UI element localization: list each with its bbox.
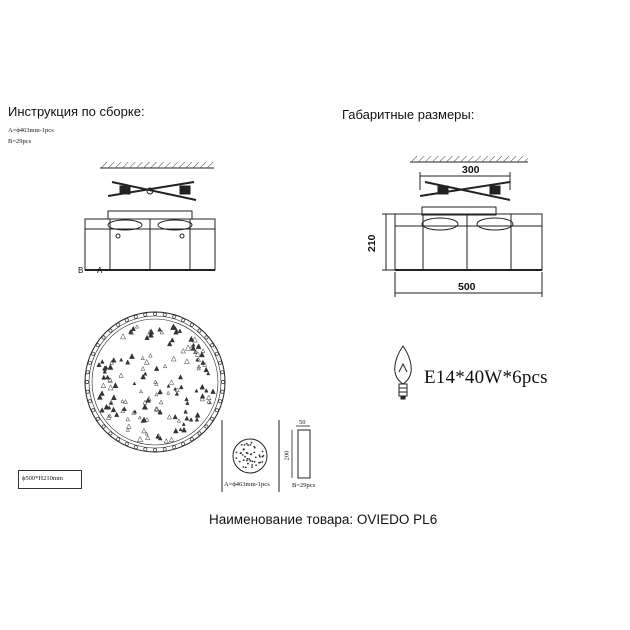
crystal <box>135 325 138 328</box>
crystal <box>127 424 132 429</box>
crystal <box>120 358 123 361</box>
part-a-crystal <box>254 461 256 463</box>
crystal <box>111 407 116 412</box>
crystal-bead <box>109 432 112 435</box>
crystal <box>179 385 183 389</box>
part-a-crystal <box>235 457 237 459</box>
crystal-bead <box>173 315 176 318</box>
part-a-crystal <box>247 463 249 465</box>
part-a-crystal <box>248 458 250 460</box>
part-a-crystal <box>255 464 257 466</box>
part-a-crystal <box>243 466 245 468</box>
crystal-bead <box>153 312 156 315</box>
crystal-bead <box>211 417 214 420</box>
crystal-bead <box>163 448 166 451</box>
crystal <box>186 401 189 404</box>
crystal <box>121 334 126 339</box>
crystal-bead <box>92 409 95 412</box>
part-a-crystal <box>244 444 246 446</box>
crystal-bead <box>215 352 218 355</box>
dimension-side-view <box>382 156 542 297</box>
part-b-width: 50 <box>299 419 306 426</box>
crystal <box>200 394 205 399</box>
part-a-crystal <box>259 456 261 458</box>
crystal <box>155 407 160 412</box>
crystal <box>101 360 105 364</box>
part-a-crystal <box>245 467 247 469</box>
crystal-bead <box>134 315 137 318</box>
part-a-crystal <box>255 457 257 459</box>
crystal <box>138 416 141 419</box>
crystal-bead <box>86 390 89 393</box>
part-a-crystal <box>253 446 255 448</box>
crystal <box>185 416 189 420</box>
crystal-bead <box>96 344 99 347</box>
crystal-bead <box>190 323 193 326</box>
top-view-circle <box>85 312 225 452</box>
crystal-bead <box>102 336 105 339</box>
part-a-crystal <box>259 454 261 456</box>
part-a-crystal <box>250 444 252 446</box>
crystal-bead <box>190 438 193 441</box>
crystal <box>178 375 182 379</box>
crystal-bead <box>221 371 224 374</box>
crystal <box>171 356 176 361</box>
crystal-bead <box>86 371 89 374</box>
crystal <box>169 380 173 384</box>
crystal <box>167 415 171 419</box>
part-a-crystal <box>251 460 253 462</box>
crystal-bead <box>85 380 88 383</box>
part-a-crystal <box>250 454 252 456</box>
crystal <box>133 382 136 385</box>
part-b-label: B=29pcs <box>292 482 316 489</box>
crystal-bead <box>96 417 99 420</box>
part-a-crystal <box>236 452 238 454</box>
crystal <box>200 384 205 389</box>
crystal <box>186 345 191 350</box>
crystal <box>142 404 147 409</box>
assembly-label-a: A <box>97 266 103 275</box>
crystal <box>195 389 198 392</box>
crystal <box>146 435 151 439</box>
crystal <box>196 344 201 349</box>
part-a-crystal <box>242 454 244 456</box>
crystal-bead <box>211 344 214 347</box>
crystal <box>169 437 173 441</box>
crystal <box>138 437 143 442</box>
crystal <box>142 428 147 433</box>
crystal <box>154 366 159 371</box>
crystal <box>113 383 118 388</box>
crystal <box>100 391 105 396</box>
part-b-rod <box>298 430 310 478</box>
crystal <box>189 418 193 422</box>
crystal <box>149 354 153 358</box>
crystal <box>179 428 182 431</box>
crystal <box>163 364 167 368</box>
crystal <box>177 419 180 422</box>
dimensions-heading: Габаритные размеры: <box>342 107 475 122</box>
part-a-crystal <box>246 443 248 445</box>
crystal-bead <box>182 442 185 445</box>
bulb-spec: E14*40W*6pcs <box>424 367 548 388</box>
crystal-bead <box>219 400 222 403</box>
crystal <box>140 390 143 393</box>
crystal <box>141 367 145 371</box>
crystal <box>167 391 170 394</box>
crystal-bead <box>163 313 166 316</box>
part-a-crystals <box>235 442 264 468</box>
assembly-side-view <box>85 162 215 270</box>
part-a-crystal <box>251 464 253 466</box>
part-a-crystal <box>239 461 241 463</box>
crystal <box>158 327 162 331</box>
crystal <box>185 359 190 364</box>
crystal <box>126 417 130 421</box>
crystal-bead <box>215 409 218 412</box>
size-box <box>18 470 82 489</box>
crystal <box>144 372 147 375</box>
crystal <box>104 404 109 409</box>
dim-bottom-width: 500 <box>458 281 476 293</box>
crystal <box>185 397 189 401</box>
size-box-label: ϕ500*H210mm <box>22 475 63 482</box>
crystal <box>144 360 149 365</box>
crystal <box>158 389 163 394</box>
crystal <box>205 389 209 393</box>
crystal <box>175 392 179 396</box>
crystal <box>195 418 199 422</box>
crystal <box>170 338 174 342</box>
crystal <box>159 400 163 404</box>
assembly-label-b: B <box>78 266 84 275</box>
part-a-crystal <box>244 456 246 458</box>
crystal-bead <box>125 319 128 322</box>
crystal <box>111 395 116 400</box>
assembly-heading: Инструкция по сборке: <box>8 104 145 119</box>
crystal-bead <box>88 400 91 403</box>
crystal-bead <box>173 446 176 449</box>
crystal-bead <box>221 390 224 393</box>
crystal <box>145 418 149 422</box>
crystal <box>204 367 209 372</box>
part-a-crystal <box>247 452 249 454</box>
crystal <box>126 360 130 364</box>
crystal-bead <box>198 329 201 332</box>
crystal-bead <box>205 425 208 428</box>
crystal <box>121 400 124 403</box>
part-a-crystal <box>247 458 249 460</box>
part-a-crystal <box>247 444 249 446</box>
crystal-bead <box>117 323 120 326</box>
crystal-field <box>97 324 215 443</box>
crystal-bead <box>134 446 137 449</box>
part-a-crystal <box>246 460 248 462</box>
part-a-crystal <box>261 461 263 463</box>
crystal <box>115 412 119 416</box>
crystal <box>101 383 106 388</box>
crystal <box>130 354 135 359</box>
crystal <box>182 427 187 432</box>
part-a-crystal <box>241 444 243 446</box>
crystal-bead <box>102 425 105 428</box>
crystal <box>164 439 168 443</box>
crystal <box>155 393 158 396</box>
crystal-bead <box>205 336 208 339</box>
parts-line-b: B=29pcs <box>8 138 32 145</box>
part-a-crystal <box>253 452 255 454</box>
crystal <box>108 385 113 390</box>
part-a-crystal <box>240 452 242 454</box>
crystal-ring <box>85 312 224 451</box>
crystal <box>102 375 106 379</box>
crystal <box>106 375 110 379</box>
crystal-bead <box>221 380 224 383</box>
crystal-bead <box>92 352 95 355</box>
crystal <box>167 384 170 387</box>
crystal <box>174 428 179 433</box>
crystal <box>108 365 113 370</box>
crystal-bead <box>219 361 222 364</box>
part-b-height: 200 <box>283 450 291 461</box>
crystal <box>124 400 128 404</box>
part-a-crystal <box>243 459 245 461</box>
part-a-crystal <box>251 466 253 468</box>
part-a-crystal <box>258 462 260 464</box>
part-a-label: A=ϕ463mm-1pcs <box>224 481 270 488</box>
crystal <box>178 329 182 333</box>
crystal-bead <box>88 361 91 364</box>
crystal <box>141 356 144 359</box>
part-a-crystal <box>243 449 245 451</box>
dim-top-width: 300 <box>462 164 480 176</box>
part-a-crystal <box>263 455 265 457</box>
part-a-crystal <box>262 451 264 453</box>
crystal-bead <box>198 432 201 435</box>
crystal-bead <box>109 329 112 332</box>
crystal-bead <box>182 319 185 322</box>
crystal-bead <box>144 313 147 316</box>
crystal <box>100 408 104 413</box>
crystal-bead <box>144 448 147 451</box>
crystal-bead <box>117 438 120 441</box>
crystal <box>195 412 200 417</box>
part-a-crystal <box>251 442 253 444</box>
crystal <box>181 349 185 354</box>
crystal <box>119 373 123 377</box>
crystal-bead <box>153 448 156 451</box>
crystal <box>182 423 185 426</box>
parts-line-a: A=ϕ463mm-1pcs <box>8 127 54 134</box>
crystal <box>201 360 205 364</box>
bulb-icon <box>395 346 411 399</box>
crystal <box>211 389 216 394</box>
dim-height: 210 <box>366 234 378 252</box>
crystal <box>207 372 210 375</box>
part-a-crystal <box>249 460 251 462</box>
product-name: Наименование товара: OVIEDO PL6 <box>209 512 438 527</box>
crystal <box>173 415 177 419</box>
crystal-bead <box>125 442 128 445</box>
